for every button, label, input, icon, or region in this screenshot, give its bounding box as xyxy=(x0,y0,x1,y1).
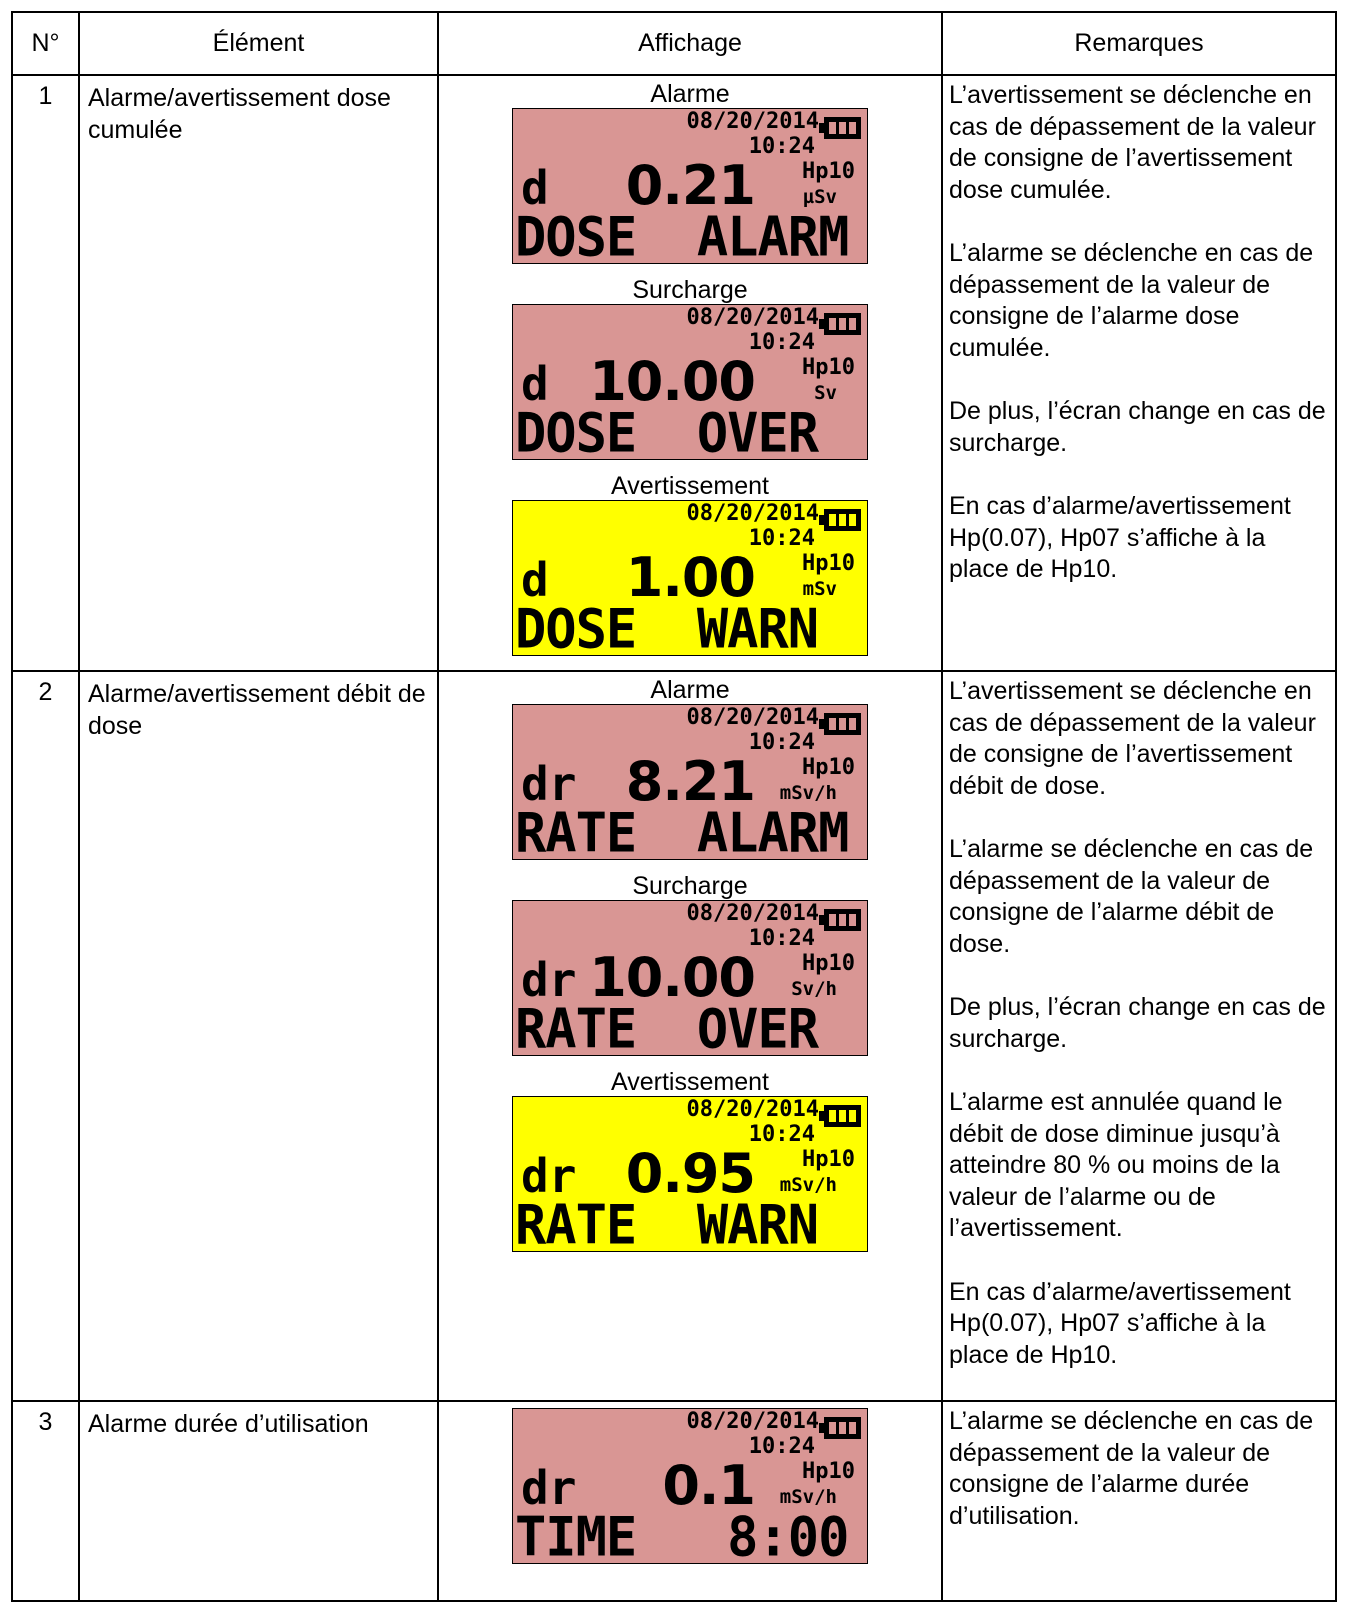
row-element: Alarme/avertissement débit de dose xyxy=(79,671,438,1401)
battery-icon xyxy=(824,313,861,335)
battery-icon xyxy=(824,509,861,531)
display-caption: Alarme xyxy=(650,80,730,108)
lcd-date: 08/20/2014 xyxy=(686,901,819,926)
remark-paragraph: De plus, l’écran change en cas de surcharge. xyxy=(949,397,1326,457)
battery-icon xyxy=(824,1105,861,1127)
row-remarks xyxy=(942,1401,1336,1601)
lcd-date: 08/20/2014 xyxy=(686,705,819,730)
lcd-mode: dr xyxy=(521,757,577,811)
lcd-date: 08/20/2014 xyxy=(686,501,819,526)
lcd-hp: Hp10 xyxy=(802,355,855,380)
header-display: Affichage xyxy=(438,12,942,75)
lcd-value: 8.21 xyxy=(625,750,755,813)
remark-paragraph: L’avertissement se déclenche en cas de dépassement de la valeur de consigne de l’avertissement dose cumulée. xyxy=(949,81,1316,204)
lcd-value: 1.00 xyxy=(625,546,755,609)
lcd-time: 10:24 xyxy=(748,926,815,951)
lcd-time: 10:24 xyxy=(748,134,815,159)
lcd-screen xyxy=(512,500,868,656)
lcd-value: 0.21 xyxy=(625,154,755,217)
remark-paragraph: L’alarme se déclenche en cas de dépassement de la valeur de consigne de l’alarme dose cumulée. xyxy=(949,239,1314,362)
row-element: Alarme durée d’utilisation xyxy=(79,1401,438,1601)
lcd-mode: dr xyxy=(521,953,577,1007)
lcd-message: TIME 8:00 xyxy=(515,1506,849,1564)
display-caption: Surcharge xyxy=(632,276,748,304)
lcd-screen xyxy=(512,900,868,1056)
header-remarks: Remarques xyxy=(942,12,1336,75)
lcd-hp: Hp10 xyxy=(802,159,855,184)
display-caption: Avertissement xyxy=(611,1068,769,1096)
lcd-message: DOSE OVER xyxy=(515,402,819,460)
lcd-screen xyxy=(512,704,868,860)
lcd-unit: Sv xyxy=(814,382,837,404)
lcd-mode: dr xyxy=(521,1461,577,1515)
remark-paragraph: En cas d’alarme/avertissement Hp(0.07), Hp07 s’affiche à la place de Hp10. xyxy=(949,1277,1291,1369)
lcd-time: 10:24 xyxy=(748,1434,815,1459)
lcd-unit: mSv/h xyxy=(779,1486,837,1508)
lcd-unit: mSv/h xyxy=(779,1174,837,1196)
row-number: 1 xyxy=(12,75,79,671)
lcd-unit: mSv xyxy=(802,578,837,600)
lcd-time: 10:24 xyxy=(748,730,815,755)
lcd-date: 08/20/2014 xyxy=(686,1097,819,1122)
remark-paragraph: L’alarme se déclenche en cas de dépassement de la valeur de consigne de l’alarme durée d’utilisation. xyxy=(949,1407,1314,1530)
lcd-mode: d xyxy=(521,553,549,607)
lcd-date: 08/20/2014 xyxy=(686,1409,819,1434)
display-caption: Avertissement xyxy=(611,472,769,500)
lcd-unit: Sv/h xyxy=(791,978,837,1000)
lcd-screen xyxy=(512,1408,868,1564)
remark-paragraph: L’avertissement se déclenche en cas de dépassement de la valeur de consigne de l’avertissement débit de dose. xyxy=(949,677,1316,800)
lcd-mode: dr xyxy=(521,1149,577,1203)
battery-icon xyxy=(824,713,861,735)
lcd-hp: Hp10 xyxy=(802,1459,855,1484)
lcd-message: DOSE WARN xyxy=(515,598,819,656)
lcd-unit: µSv xyxy=(802,186,837,208)
battery-icon xyxy=(824,117,861,139)
lcd-unit: mSv/h xyxy=(779,782,837,804)
row-remarks xyxy=(942,671,1336,1401)
lcd-time: 10:24 xyxy=(748,1122,815,1147)
table-row xyxy=(12,671,1336,1401)
row-number: 2 xyxy=(12,671,79,1401)
row-number: 3 xyxy=(12,1401,79,1601)
row-displays xyxy=(438,1401,942,1601)
lcd-screen xyxy=(512,108,868,264)
lcd-hp: Hp10 xyxy=(802,1147,855,1172)
lcd-mode: d xyxy=(521,161,549,215)
alarm-table xyxy=(11,11,1337,1602)
row-displays xyxy=(438,75,942,671)
lcd-value: 10.00 xyxy=(589,946,755,1009)
lcd-mode: d xyxy=(521,357,549,411)
lcd-screen xyxy=(512,1096,868,1252)
display-caption: Surcharge xyxy=(632,872,748,900)
battery-icon xyxy=(824,909,861,931)
row-displays xyxy=(438,671,942,1401)
remark-paragraph: L’alarme est annulée quand le débit de dose diminue jusqu’à atteindre 80 % ou moins de la valeur de l’alarme ou de l’avertissement. xyxy=(949,1088,1283,1242)
lcd-value: 0.95 xyxy=(625,1142,755,1205)
lcd-screen xyxy=(512,304,868,460)
remark-paragraph: L’alarme se déclenche en cas de dépassement de la valeur de consigne de l’alarme débit de dose. xyxy=(949,835,1314,958)
remark-paragraph: De plus, l’écran change en cas de surcharge. xyxy=(949,993,1326,1053)
lcd-time: 10:24 xyxy=(748,526,815,551)
lcd-message: RATE OVER xyxy=(515,998,819,1056)
lcd-message: DOSE ALARM xyxy=(515,206,849,264)
lcd-date: 08/20/2014 xyxy=(686,305,819,330)
table-header-row xyxy=(12,12,1336,75)
row-element: Alarme/avertissement dose cumulée xyxy=(79,75,438,671)
header-num: N° xyxy=(12,12,79,75)
lcd-hp: Hp10 xyxy=(802,551,855,576)
header-element: Élément xyxy=(79,12,438,75)
table-row xyxy=(12,1401,1336,1601)
display-caption: Alarme xyxy=(650,676,730,704)
lcd-message: RATE ALARM xyxy=(515,802,849,860)
row-remarks xyxy=(942,75,1336,671)
table-row xyxy=(12,75,1336,671)
lcd-value: 0.1 xyxy=(662,1454,755,1517)
lcd-value: 10.00 xyxy=(589,350,755,413)
battery-icon xyxy=(824,1417,861,1439)
lcd-date: 08/20/2014 xyxy=(686,109,819,134)
lcd-hp: Hp10 xyxy=(802,755,855,780)
lcd-message: RATE WARN xyxy=(515,1194,819,1252)
lcd-hp: Hp10 xyxy=(802,951,855,976)
remark-paragraph: En cas d’alarme/avertissement Hp(0.07), Hp07 s’affiche à la place de Hp10. xyxy=(949,492,1291,583)
lcd-time: 10:24 xyxy=(748,330,815,355)
